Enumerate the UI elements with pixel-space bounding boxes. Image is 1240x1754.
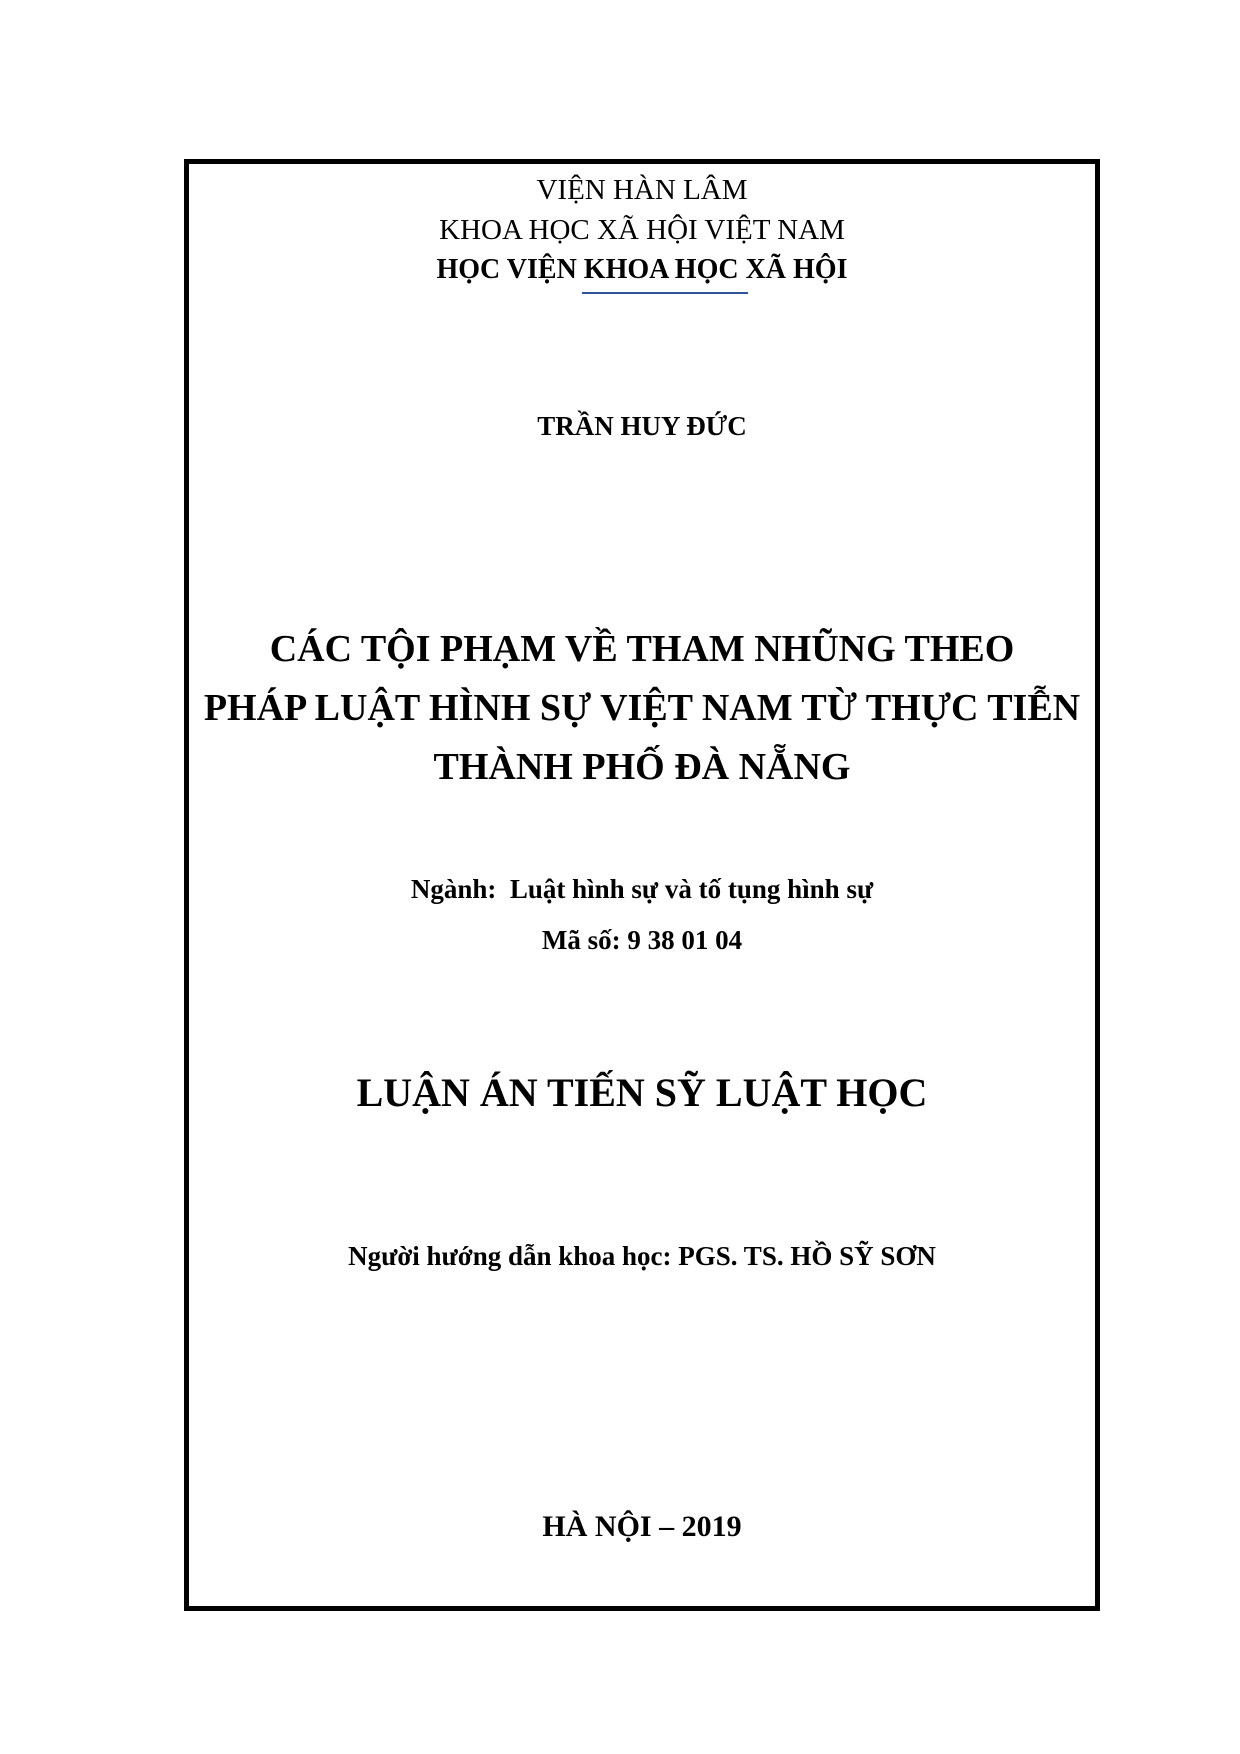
thesis-title-line-3: THÀNH PHỐ ĐÀ NẴNG: [433, 746, 851, 788]
degree-title: LUẬN ÁN TIẾN SỸ LUẬT HỌC: [356, 1070, 928, 1115]
major-line: [184, 876, 1100, 903]
code-line: [184, 927, 1100, 954]
advisor-label: Người hướng dẫn khoa học:: [348, 1241, 672, 1271]
institution-line-1: VIỆN HÀN LÂM: [536, 174, 748, 206]
code-value: 9 38 01 04: [627, 925, 743, 955]
major-label: Ngành:: [410, 874, 497, 904]
institution-underline: [582, 292, 748, 294]
institution-line-3: HỌC VIỆN KHOA HỌC XÃ HỘI: [436, 254, 848, 285]
institution-line-2: KHOA HỌC XÃ HỘI VIỆT NAM: [439, 214, 845, 246]
code-label: Mã số:: [541, 925, 621, 955]
place-year: HÀ NỘI – 2019: [542, 1510, 742, 1543]
author-name: TRẦN HUY ĐỨC: [537, 411, 747, 441]
advisor-line: [184, 1243, 1100, 1270]
advisor-name: PGS. TS. HỒ SỸ SƠN: [678, 1241, 936, 1271]
major-value: Luật hình sự và tố tụng hình sự: [509, 874, 874, 904]
thesis-title-line-1: CÁC TỘI PHẠM VỀ THAM NHŨNG THEO: [269, 628, 1015, 670]
thesis-title: [184, 620, 1100, 797]
thesis-title-line-2: PHÁP LUẬT HÌNH SỰ VIỆT NAM TỪ THỰC TIỄN: [203, 687, 1081, 729]
